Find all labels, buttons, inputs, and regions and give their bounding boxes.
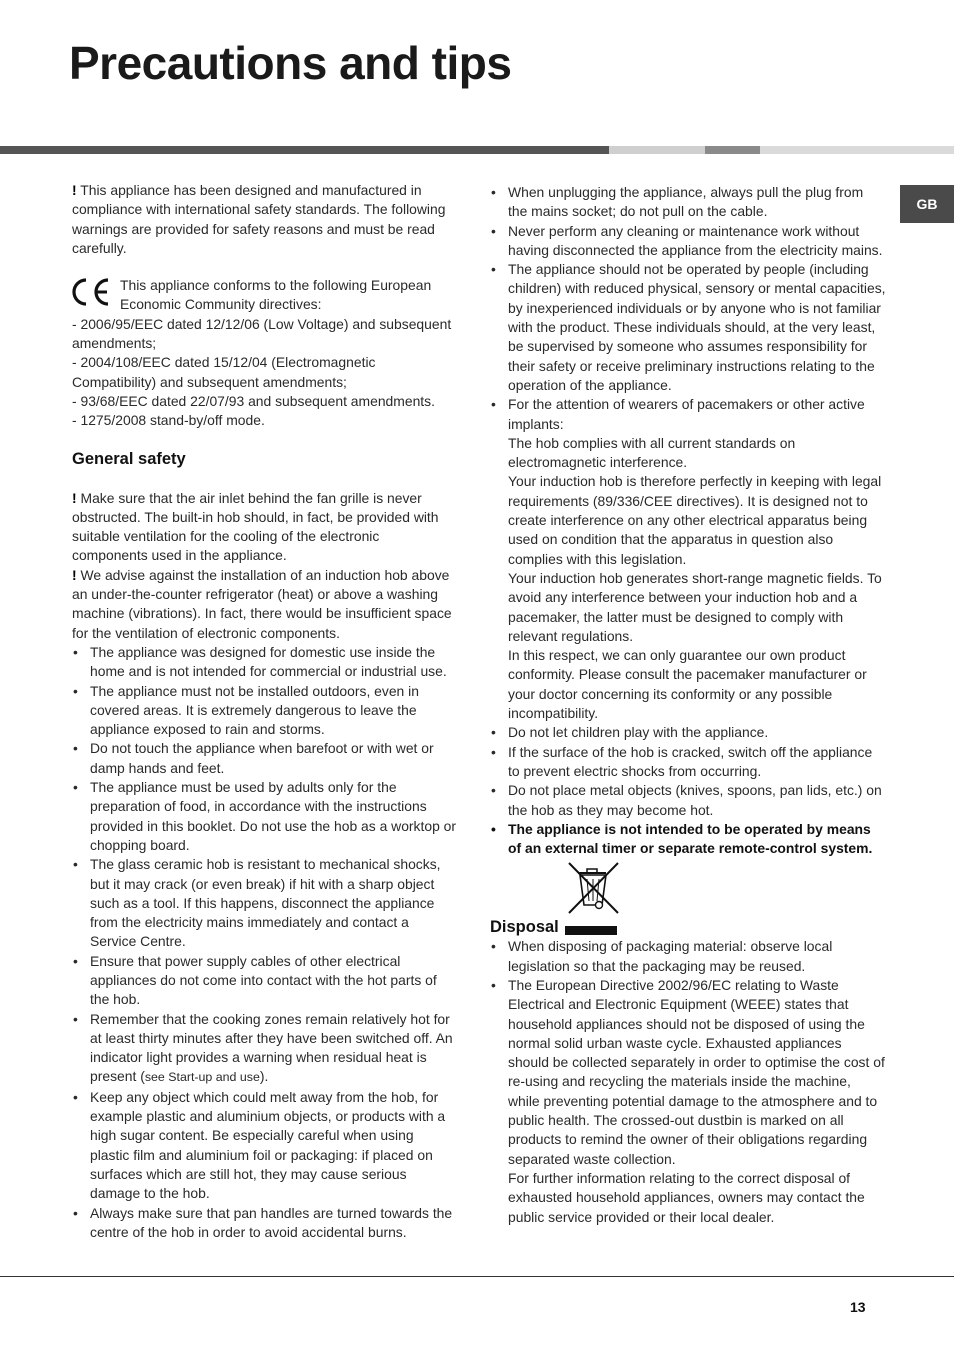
right-column [490, 183, 886, 1227]
list-item: • The appliance must be used by adults only for the preparation of food, in accordance with the instructions provided in this booklet. Do not use the hob as a worktop or chopping board. [72, 778, 456, 855]
pacemaker-paragraph: In this respect, we can only guarantee our own product conformity. Please consult the pacemaker manufacturer or your doctor concerning its conformity or any possible incompatibility. [508, 647, 867, 722]
list-item: • Do not let children play with the appliance. [490, 723, 886, 742]
warning-mark: ! [72, 182, 77, 198]
list-item: • Keep any object which could melt away from the hob, for example plastic and aluminium objects, or products with a high sugar content. Be especially careful when using plastic film and aluminium foil or packaging: if placed on surfaces which are still hot, they may cause serious damage to the hob. [72, 1088, 456, 1204]
header-rule-light-1 [609, 146, 705, 154]
left-column [72, 181, 456, 1242]
list-item-bold: • The appliance is not intended to be operated by means of an external timer or separate remote-control system. [490, 820, 886, 859]
list-item: • Never perform any cleaning or maintenance work without having disconnected the appliance from the electricity mains. [490, 222, 886, 261]
list-item: • The glass ceramic hob is resistant to mechanical shocks, but it may crack (or even break) if hit with a sharp object such as a tool. If this happens, disconnect the appliance from the electricity mains immediately and contact a Service Centre. [72, 855, 456, 951]
header-rule-dark [0, 146, 609, 154]
ce-mark-icon [68, 277, 112, 307]
directive-item: - 1275/2008 stand-by/off mode. [72, 412, 265, 429]
list-item: • The appliance was designed for domestic use inside the home and is not intended for commercial or industrial use. [72, 643, 456, 682]
pacemaker-paragraph: Your induction hob is therefore perfectly in keeping with legal requirements (89/336/CEE directives). It is designed not to create interference on any other electrical apparatus being used on condition that the apparatus in question also complies with this legislation. [508, 473, 882, 567]
intro-paragraph: ! This appliance has been designed and manufactured in compliance with international safety standards. The following warnings are provided for safety reasons and must be read carefully. [72, 182, 446, 256]
language-tab: GB [900, 185, 954, 223]
safety-list [72, 643, 456, 1242]
list-item: • Do not place metal objects (knives, spoons, pan lids, etc.) on the hob as they may become hot. [490, 781, 886, 820]
directive-item: - 2004/108/EEC dated 15/12/04 (Electromagnetic Compatibility) and subsequent amendments; [72, 354, 376, 390]
list-item: • If the surface of the hob is cracked, switch off the appliance to prevent electric shocks from occurring. [490, 743, 886, 782]
safety-list-continued [490, 183, 886, 858]
list-item: • Remember that the cooking zones remain relatively hot for at least thirty minutes after they have been switched off. An indicator light provides a warning when residual heat is present (see Start-up and use). [72, 1010, 456, 1088]
directive-item: - 2006/95/EEC dated 12/12/06 (Low Voltage) and subsequent amendments; [72, 315, 452, 352]
list-item: • When disposing of packaging material: observe local legislation so that the packaging may be reused. [490, 937, 886, 976]
footer-rule [0, 1276, 954, 1277]
page-title: Precautions and tips [69, 37, 512, 89]
pacemaker-paragraph: Your induction hob generates short-range magnetic fields. To avoid any interference between your induction hob and a pacemaker, the latter must be designed to comply with relevant regulations. [508, 569, 882, 644]
header-rule-light-2 [760, 146, 954, 154]
disposal-list [490, 937, 886, 1226]
disposal-heading: Disposal [490, 918, 559, 937]
list-item-pacemaker: • For the attention of wearers of pacemakers or other active implants: The hob complies with all current standards on electromagnetic interference. Your induction hob is therefore perfectly in keeping with legal requirements (89/336/CEE directives). It is designed not to create interference on any other electrical apparatus being used on condition that the apparatus in question also complies with this legislation. Your induction hob generates short-range magnetic fields. To avoid any interference between your induction hob and a pacemaker, the latter must be designed to comply with relevant regulations. In this respect, we can only guarantee our own product conformity. Please consult the pacemaker manufacturer or your doctor concerning its conformity or any possible incompatibility. [490, 395, 886, 723]
general-safety-heading: General safety [72, 449, 186, 468]
list-item: • The appliance must not be installed outdoors, even in covered areas. It is extremely dangerous to leave the appliance exposed to rain and storms. [72, 682, 456, 740]
header-rule-mid [705, 146, 760, 154]
directive-item: - 93/68/EEC dated 22/07/93 and subsequent amendments. [72, 392, 435, 409]
ce-text-line1: This appliance conforms to the following European [120, 277, 432, 294]
cross-reference: see Start-up and use [144, 1070, 260, 1085]
warning-paragraph: ! We advise against the installation of an induction hob above an under-the-counter refrigerator (heat) or above a washing machine (vibrations). In fact, there would be insufficient space for the ventilation of electronic components. [72, 566, 452, 641]
list-item: • Do not touch the appliance when barefoot or with wet or damp hands and feet. [72, 739, 456, 778]
ce-text-line2: Economic Community directives: [120, 296, 322, 313]
list-item: • When unplugging the appliance, always pull the plug from the mains socket; do not pull on the cable. [490, 183, 886, 222]
crossed-out-wheelie-bin-icon [566, 861, 622, 915]
page-number: 13 [850, 1299, 866, 1315]
warning-mark: ! [72, 566, 77, 583]
list-item: • Always make sure that pan handles are turned towards the centre of the hob in order to avoid accidental burns. [72, 1204, 456, 1243]
ce-conformity [72, 276, 456, 315]
disposal-bar [565, 926, 617, 935]
list-item-weee: • The European Directive 2002/96/EC relating to Waste Electrical and Electronic Equipment (WEEE) states that household appliances should not be disposed of using the normal solid urban waste cycle. Exhausted appliances should be collected separately in order to optimise the cost of re-using and recycling the materials inside the machine, while preventing potential damage to the atmosphere and to public health. The crossed-out dustbin is marked on all products to remind the owner of their obligations regarding separated waste collection. For further information relating to the correct disposal of exhausted household appliances, owners may contact the public service provided or their local dealer. [490, 976, 886, 1227]
warning-paragraph: ! Make sure that the air inlet behind the fan grille is never obstructed. The built-in hob should, in fact, be provided with suitable ventilation for the cooling of the electronic components used in the appliance. [72, 489, 439, 564]
pacemaker-paragraph: The hob complies with all current standards on electromagnetic interference. [508, 434, 796, 471]
weee-more-info: For further information relating to the correct disposal of exhausted household appliances, owners may contact the public service provided or their local dealer. [508, 1169, 865, 1225]
warning-mark: ! [72, 489, 77, 506]
list-item: • Ensure that power supply cables of other electrical appliances do not come into contact with the hot parts of the hob. [72, 952, 456, 1010]
list-item: • The appliance should not be operated by people (including children) with reduced physical, sensory or mental capacities, by inexperienced individuals or by anyone who is not familiar with the product. These individuals should, at the very least, be supervised by someone who assumes responsibility for their safety or receive preliminary instructions relating to the operation of the appliance. [490, 260, 886, 395]
